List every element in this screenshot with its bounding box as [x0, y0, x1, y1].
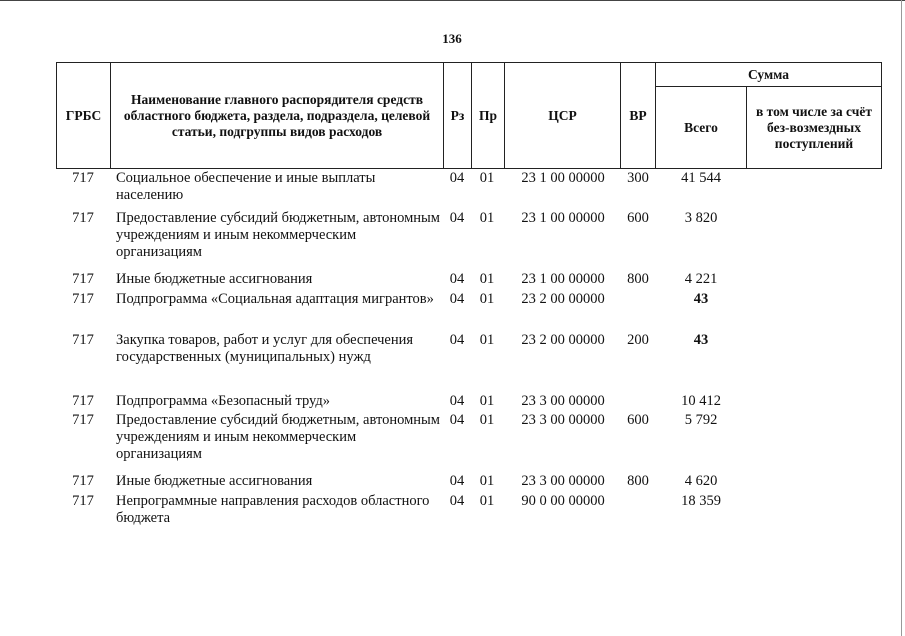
cell-grbs: 717 — [72, 210, 94, 226]
cell-vr: 200 — [627, 332, 649, 348]
cell-grbs: 717 — [72, 170, 94, 186]
cell-rz: 04 — [449, 170, 465, 186]
cell-grbs: 717 — [72, 291, 94, 307]
page-number: 136 — [442, 31, 462, 46]
cell-rz: 04 — [449, 412, 465, 428]
header-incl-grants: в том числе за счёт без-возмездных поступлений — [755, 103, 872, 151]
cell-total: 4 221 — [684, 271, 718, 287]
cell-name: Предоставление субсидий бюджетным, автономным учреждениям и иным некоммерческим организациям — [116, 412, 440, 462]
cell-csr: 23 1 00 00000 — [521, 170, 605, 186]
header-vr: ВР — [629, 107, 647, 123]
header-sum: Сумма — [747, 66, 790, 82]
page-edge — [901, 0, 902, 636]
cell-grbs: 717 — [72, 271, 94, 287]
cell-total: 3 820 — [684, 210, 718, 226]
cell-csr: 23 1 00 00000 — [521, 210, 605, 226]
cell-rz: 04 — [449, 332, 465, 348]
cell-pr: 01 — [479, 393, 495, 409]
cell-rz: 04 — [449, 210, 465, 226]
cell-vr: 800 — [627, 473, 649, 489]
cell-name: Закупка товаров, работ и услуг для обеспечения государственных (муниципальных) нужд — [116, 332, 414, 365]
cell-rz: 04 — [449, 393, 465, 409]
cell-csr: 90 0 00 00000 — [521, 493, 605, 509]
cell-csr: 23 2 00 00000 — [521, 332, 605, 348]
cell-name: Подпрограмма «Социальная адаптация мигрантов» — [116, 291, 434, 307]
cell-rz: 04 — [449, 291, 465, 307]
cell-grbs: 717 — [72, 393, 94, 409]
cell-total: 43 — [693, 332, 709, 348]
cell-pr: 01 — [479, 332, 495, 348]
cell-name: Иные бюджетные ассигнования — [116, 473, 313, 489]
cell-rz: 04 — [449, 493, 465, 509]
cell-name: Социальное обеспечение и иные выплаты населению — [116, 170, 376, 203]
cell-name: Иные бюджетные ассигнования — [116, 271, 313, 287]
cell-csr: 23 3 00 00000 — [521, 412, 605, 428]
cell-rz: 04 — [449, 271, 465, 287]
cell-name: Непрограммные направления расходов областного бюджета — [116, 493, 430, 526]
header-pr: Пр — [478, 107, 497, 123]
cell-csr: 23 3 00 00000 — [521, 393, 605, 409]
cell-total: 43 — [693, 291, 709, 307]
cell-pr: 01 — [479, 170, 495, 186]
cell-total: 5 792 — [684, 412, 718, 428]
cell-pr: 01 — [479, 210, 495, 226]
cell-total: 41 544 — [681, 170, 721, 186]
cell-vr: 300 — [627, 170, 649, 186]
header-rz: Рз — [450, 107, 465, 123]
cell-name: Предоставление субсидий бюджетным, автономным учреждениям и иным некоммерческим организациям — [116, 210, 440, 260]
cell-vr: 600 — [627, 210, 649, 226]
cell-csr: 23 3 00 00000 — [521, 473, 605, 489]
header-grbs: ГРБС — [65, 107, 102, 123]
cell-rz: 04 — [449, 473, 465, 489]
cell-total: 10 412 — [681, 393, 721, 409]
cell-pr: 01 — [479, 473, 495, 489]
cell-pr: 01 — [479, 271, 495, 287]
cell-total: 18 359 — [681, 493, 721, 509]
cell-pr: 01 — [479, 291, 495, 307]
cell-total: 4 620 — [684, 473, 718, 489]
cell-grbs: 717 — [72, 493, 94, 509]
header-total: Всего — [684, 119, 718, 135]
header-csr: ЦСР — [548, 107, 577, 123]
cell-pr: 01 — [479, 412, 495, 428]
cell-grbs: 717 — [72, 332, 94, 348]
cell-csr: 23 2 00 00000 — [521, 291, 605, 307]
cell-grbs: 717 — [72, 412, 94, 428]
cell-name: Подпрограмма «Безопасный труд» — [116, 393, 331, 409]
top-rule — [0, 0, 905, 1]
cell-vr: 600 — [627, 412, 649, 428]
header-name: Наименование главного распорядителя средств областного бюджета, раздела, подраздела, целевой статьи, подгруппы видов расходов — [123, 91, 431, 139]
cell-vr: 800 — [627, 271, 649, 287]
cell-csr: 23 1 00 00000 — [521, 271, 605, 287]
cell-grbs: 717 — [72, 473, 94, 489]
cell-pr: 01 — [479, 493, 495, 509]
